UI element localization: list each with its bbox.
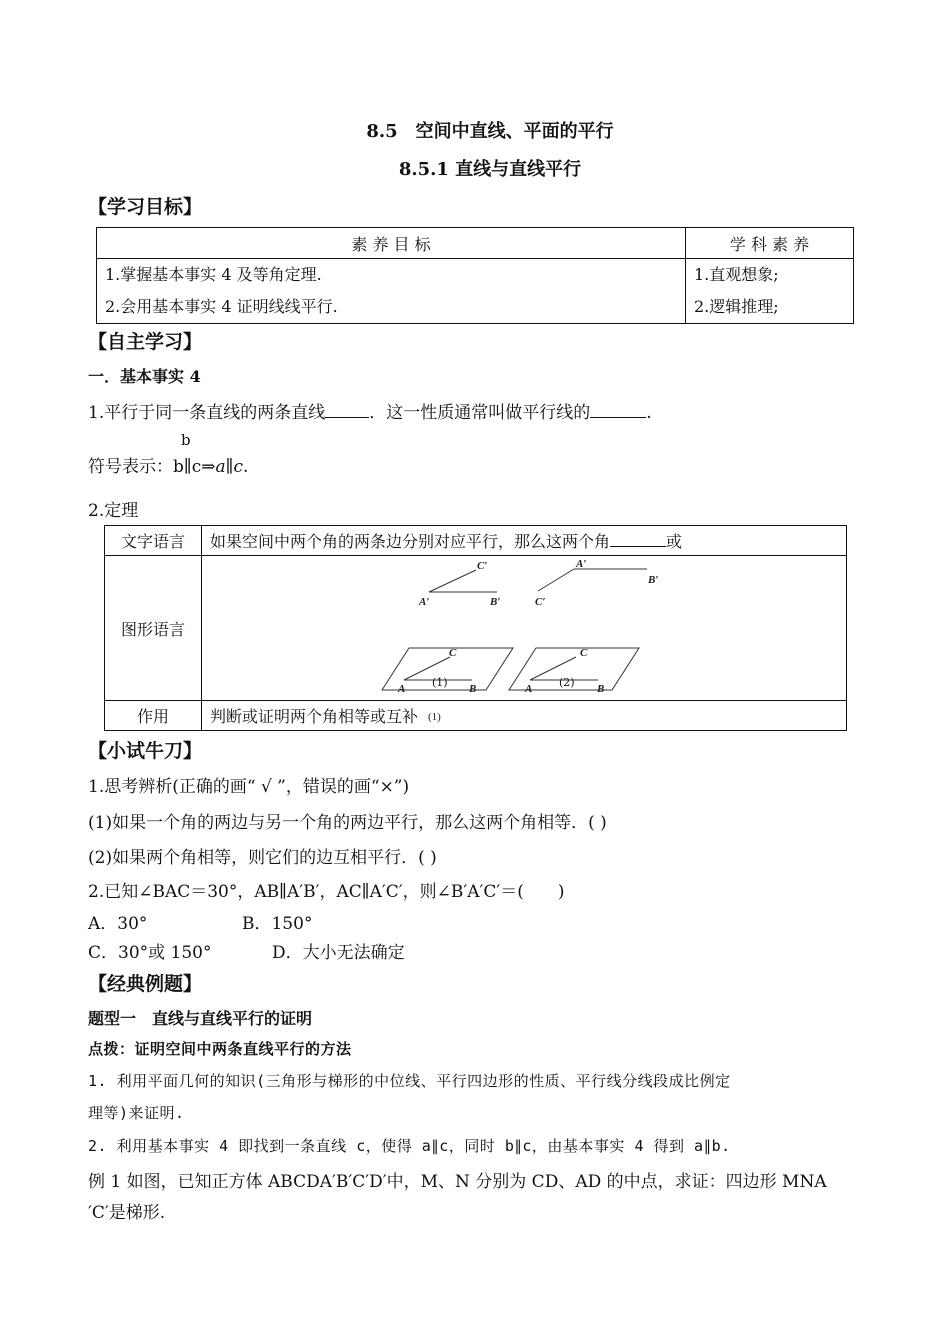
theorem-table [104,525,847,731]
option-a[interactable]: A．30° [88,914,148,934]
page-title: 8.5 空间中直线、平面的平行 [366,121,614,142]
symbol-top: b [181,431,191,449]
type-title: 题型一 直线与直线平行的证明 [88,1009,313,1028]
literacy-item: 1.直观想象; [694,265,779,284]
row-label: 图形语言 [105,556,202,701]
text-span: . [646,403,652,423]
subsection-title: 一．基本事实 4 [88,367,201,386]
text-span: 或 [666,532,683,551]
question-1-1: (1)如果一个角的两边与另一个角的两边平行，那么这两个角相等．( ) [88,813,607,833]
method-1: 1. 利用平面几何的知识(三角形与梯形的中位线、平行四边形的性质、平行线分线段成比例定 [88,1072,731,1090]
row-text: 判断或证明两个角相等或互补 [202,701,847,731]
goals-table [96,227,854,324]
method-2: 2. 利用基本事实 4 即找到一条直线 c，使得 a∥c，同时 b∥c，由基本事实 4 得到 a∥b. [88,1137,731,1155]
fill-blank[interactable] [325,401,369,418]
question-1: 1.思考辨析(正确的画“ √ ”，错误的画“×”) [88,777,410,797]
symbol-expr: b∥c⇒ [173,457,216,477]
method-1-cont: 理等)来证明. [88,1104,185,1122]
label-b: B [597,683,605,695]
fill-blank[interactable] [610,530,666,547]
goals-col-header: 素 养 目 标 [97,228,686,259]
self-study-heading: 【自主学习】 [88,331,203,353]
label-a-prime: A′ [419,596,430,608]
line-ap-cp [429,570,476,592]
goal-item: 2.会用基本事实 4 证明线线平行. [105,297,338,316]
label-b-prime: B′ [648,574,659,586]
row-text [202,526,847,556]
label-b-prime: B′ [490,596,501,608]
symbol-line [88,452,248,477]
goals-heading: 【学习目标】 [88,196,203,218]
figure-caption-1: (1) [432,676,448,689]
goals-cell [97,259,686,324]
label-c: C [580,647,588,659]
page-subtitle: 8.5.1 直线与直线平行 [398,159,582,180]
question-2: 2.已知∠BAC＝30°，AB∥A′B′，AC∥A′C′，则∠B′A′C′＝( ) [88,882,565,902]
trial-heading: 【小试牛刀】 [88,740,203,762]
symbol-expr: a∥c [215,457,244,477]
label-a: A [398,683,406,695]
examples-heading: 【经典例题】 [88,973,203,995]
text-span: 1.平行于同一条直线的两条直线 [88,403,326,423]
text-span: ．这一性质通常叫做平行线的 [369,403,591,423]
label-a-prime: A′ [576,558,587,570]
label-a: A [525,683,533,695]
caption-1: (1) [428,711,441,723]
label-c-prime: C′ [477,560,488,572]
fill-blank[interactable] [590,401,646,418]
option-b[interactable]: B．150° [242,914,313,934]
label-b: B [469,683,477,695]
option-d[interactable]: D．大小无法确定 [272,943,405,963]
paragraph-fact4 [88,398,652,423]
row-label: 作用 [105,701,202,731]
question-1-2: (2)如果两个角相等，则它们的边互相平行．( ) [88,848,437,868]
option-c[interactable]: C．30°或 150° [88,943,212,963]
theorem-label: 2.定理 [88,501,139,521]
symbol-label: 符号表示： [88,457,173,477]
label-c-prime: C′ [535,596,546,608]
goal-item: 1.掌握基本事实 4 及等角定理. [105,265,322,284]
tip-title: 点拨：证明空间中两条直线平行的方法 [88,1040,352,1058]
symbol-expr: . [243,457,249,477]
figure-caption-2: (2) [559,676,575,689]
line-cp-ap [538,569,574,591]
literacy-col-header: 学 科 素 养 [686,228,854,259]
literacy-cell [686,259,854,324]
label-c: C [449,647,457,659]
text-span: 如果空间中两个角的两条边分别对应平行，那么这两个角 [210,532,611,551]
literacy-item: 2.逻辑推理; [694,297,779,316]
row-label: 文字语言 [105,526,202,556]
example-1: 例 1 如图，已知正方体 ABCDA′B′C′D′中，M、N 分别为 CD、AD 的中点，求证：四边形 MNA [88,1172,827,1192]
example-1-cont: ′C′是梯形. [88,1203,166,1223]
